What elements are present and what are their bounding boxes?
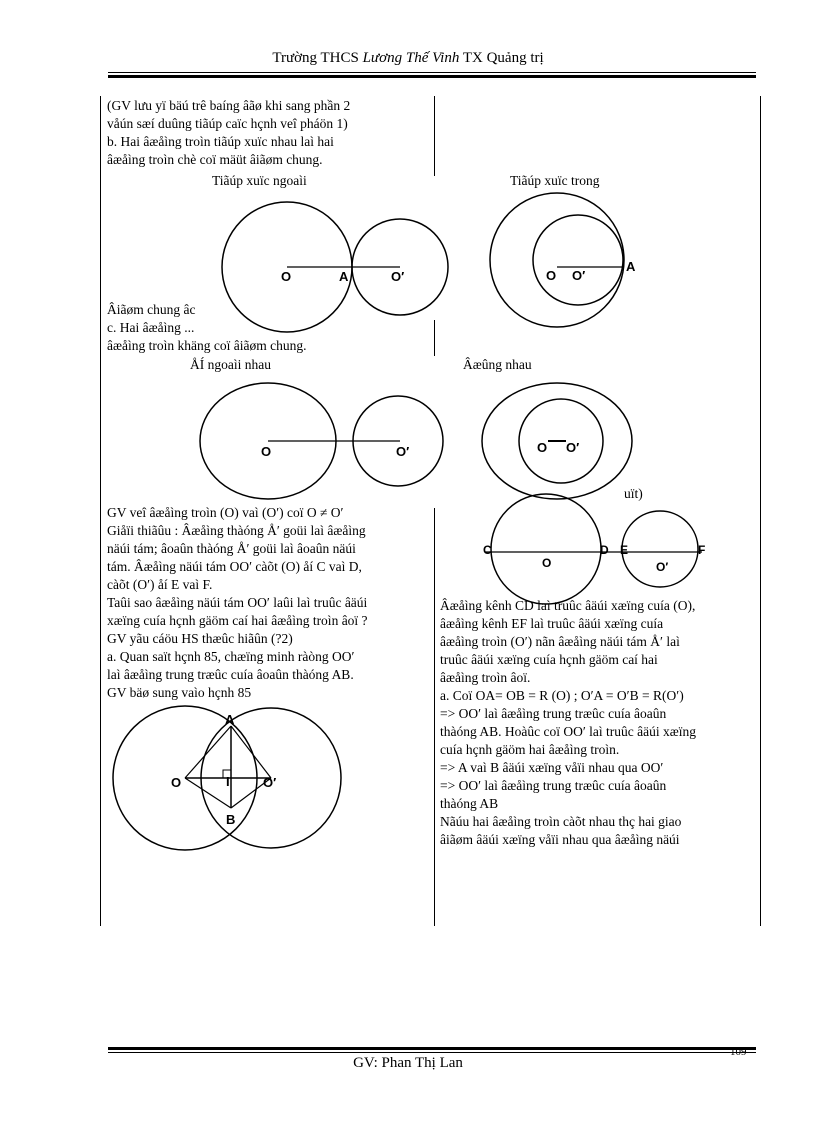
footer-rule-thin bbox=[108, 1052, 756, 1053]
right-line: thàóng AB bbox=[440, 796, 499, 811]
explain-line: Taûi sao âæåìng näúi tám OO′ laûi laì truûc âäúi bbox=[107, 595, 368, 610]
label-o: O bbox=[171, 775, 182, 790]
label-i: I bbox=[226, 774, 230, 789]
explain-line: Giåïi thiãûu : Âæåìng thàóng Å′ goüi laì âæåìng bbox=[107, 523, 366, 538]
figure-internal-tangent bbox=[490, 205, 650, 315]
header-rule-thick bbox=[108, 75, 756, 78]
figure-85-intersecting bbox=[113, 712, 313, 842]
label-o-prime: O′ bbox=[396, 444, 410, 459]
line-ob bbox=[185, 778, 231, 808]
figure-one-inside-other bbox=[482, 383, 642, 503]
explain-line: càõt (O′) åí E vaì F. bbox=[107, 577, 213, 592]
label-o: O bbox=[261, 444, 272, 459]
label-o: O bbox=[537, 440, 548, 455]
right-line: cuía hçnh gäöm hai âæåìng troìn. bbox=[440, 742, 620, 757]
label-o-prime: O′ bbox=[656, 560, 669, 574]
right-line: a. Coï OA= OB = R (O) ; O′A = O′B = R(O′) bbox=[440, 688, 684, 703]
label-a: A bbox=[225, 712, 235, 727]
header-rule-thin bbox=[108, 72, 756, 73]
caption-tiep-xuc-ngoai: Tiãúp xuïc ngoaìi bbox=[212, 173, 307, 188]
common-point-text: Âiãøm chung âc bbox=[107, 302, 196, 317]
circle-large bbox=[490, 193, 624, 327]
label-f: F bbox=[698, 543, 706, 557]
explain-line: näúi tám; âoaûn thàóng Å′ goüi laì âoaûn näúi bbox=[107, 541, 356, 556]
figure-external-tangent bbox=[215, 200, 455, 310]
label-o: O bbox=[281, 269, 292, 284]
label-o-prime: O′ bbox=[566, 440, 580, 455]
intro-line: våún sæí duûng tiãúp caïc hçnh veî pháön 1) bbox=[107, 116, 348, 131]
explain-line: xæïng cuía hçnh gäöm caí hai âæåìng troìn âoï ? bbox=[107, 613, 368, 628]
label-o: O bbox=[546, 268, 557, 283]
explain-line: laì âæåìng trung træûc cuía âoaûn thàóng AB. bbox=[107, 667, 354, 682]
right-line: => OO′ laì âæåìng trung træûc cuía âoaûn bbox=[440, 706, 667, 721]
explanation-text bbox=[107, 504, 428, 702]
circle-small bbox=[533, 215, 623, 305]
line-o-prime-a bbox=[231, 726, 271, 778]
footer-rule-thick bbox=[108, 1047, 756, 1050]
caption-tiep-xuc-trong: Tiãúp xuïc trong bbox=[510, 173, 600, 188]
middle-divider-mid bbox=[434, 320, 435, 356]
cut-off-text: uït) bbox=[624, 486, 643, 501]
right-line: âæåìng kênh EF laì truûc âäúi xæïng cuía bbox=[440, 616, 664, 631]
label-o-prime: O′ bbox=[572, 268, 586, 283]
middle-divider-bottom bbox=[434, 508, 435, 926]
right-line: Âæåìng kênh CD laì truûc âäúi xæïng cuía (O), bbox=[440, 598, 696, 613]
right-line: âiãøm âäúi xæïng våïi nhau qua âæåìng näúi bbox=[440, 832, 680, 847]
page-header bbox=[0, 50, 816, 67]
part-c-text bbox=[107, 319, 432, 355]
page-number: 109 bbox=[730, 1046, 747, 1058]
circle-o-prime bbox=[622, 511, 698, 587]
label-c: C bbox=[483, 543, 492, 557]
right-line: thàóng AB. Hoàûc coï OO′ laì truûc âäúi xæïng bbox=[440, 724, 697, 739]
header-school-prefix: Trường THCS bbox=[272, 50, 359, 66]
intro-text bbox=[107, 97, 428, 169]
label-a: A bbox=[626, 259, 636, 274]
label-a: A bbox=[339, 269, 349, 284]
caption-o-ngoai-nhau: ÅÍ ngoaìi nhau bbox=[190, 357, 271, 372]
intro-line: (GV lưu yï bäú trê baíng âãø khi sang phần 2 bbox=[107, 98, 351, 113]
left-border bbox=[100, 96, 101, 926]
label-o-prime: O′ bbox=[391, 269, 405, 284]
right-line: âæåìng troìn âoï. bbox=[440, 670, 531, 685]
right-line: => A vaì B âäúi xæïng våïi nhau qua OO′ bbox=[440, 760, 664, 775]
gv-line: GV veî âæåìng troìn (O) vaì (O′) coï O ≠ O′ bbox=[107, 505, 344, 520]
explain-line: tám. Âæåìng näúi tám OO′ càõt (O) åí C vaì D, bbox=[107, 559, 362, 574]
right-text bbox=[440, 597, 754, 849]
label-b: B bbox=[226, 812, 236, 827]
label-o-prime: O′ bbox=[263, 775, 277, 790]
explain-line: GV bäø sung vaìo hçnh 85 bbox=[107, 685, 252, 700]
right-line: Nãúu hai âæåìng troìn càõt nhau thç hai giao bbox=[440, 814, 682, 829]
right-line: => OO′ laì âæåìng trung træûc cuía âoaûn bbox=[440, 778, 667, 793]
intro-line: âæåìng troìn chè coï mäüt âiãøm chung. bbox=[107, 152, 323, 167]
label-o: O bbox=[542, 556, 552, 570]
label-e: E bbox=[620, 543, 629, 557]
figure-outside-each-other bbox=[200, 383, 450, 503]
right-line: truûc âäúi xæïng cuía hçnh gäöm caí hai bbox=[440, 652, 658, 667]
footer-teacher: GV: Phan Thị Lan bbox=[353, 1055, 463, 1071]
right-border bbox=[760, 96, 761, 926]
circle-o bbox=[491, 494, 601, 604]
part-c-line: âæåìng troìn khäng coï âiãøm chung. bbox=[107, 338, 307, 353]
header-school-name: Lương Thế Vinh bbox=[362, 50, 460, 66]
intro-line: b. Hai âæåìng troìn tiãúp xuïc nhau laì hai bbox=[107, 134, 334, 149]
figure-symmetry-axis bbox=[480, 505, 720, 605]
middle-divider-top bbox=[434, 96, 435, 176]
explain-line: GV yãu cáöu HS thæûc hiãûn (?2) bbox=[107, 631, 293, 646]
header-school-suffix: TX Quảng trị bbox=[462, 50, 544, 66]
caption-dung-nhau: Âæûng nhau bbox=[463, 357, 532, 372]
part-c-line: c. Hai âæåìng ... bbox=[107, 320, 195, 335]
label-d: D bbox=[600, 543, 609, 557]
right-line: âæåìng troìn (O′) nãn âæåìng näúi tám Å′ laì bbox=[440, 634, 680, 649]
explain-line: a. Quan saït hçnh 85, chæïng minh ràòng OO′ bbox=[107, 649, 355, 664]
